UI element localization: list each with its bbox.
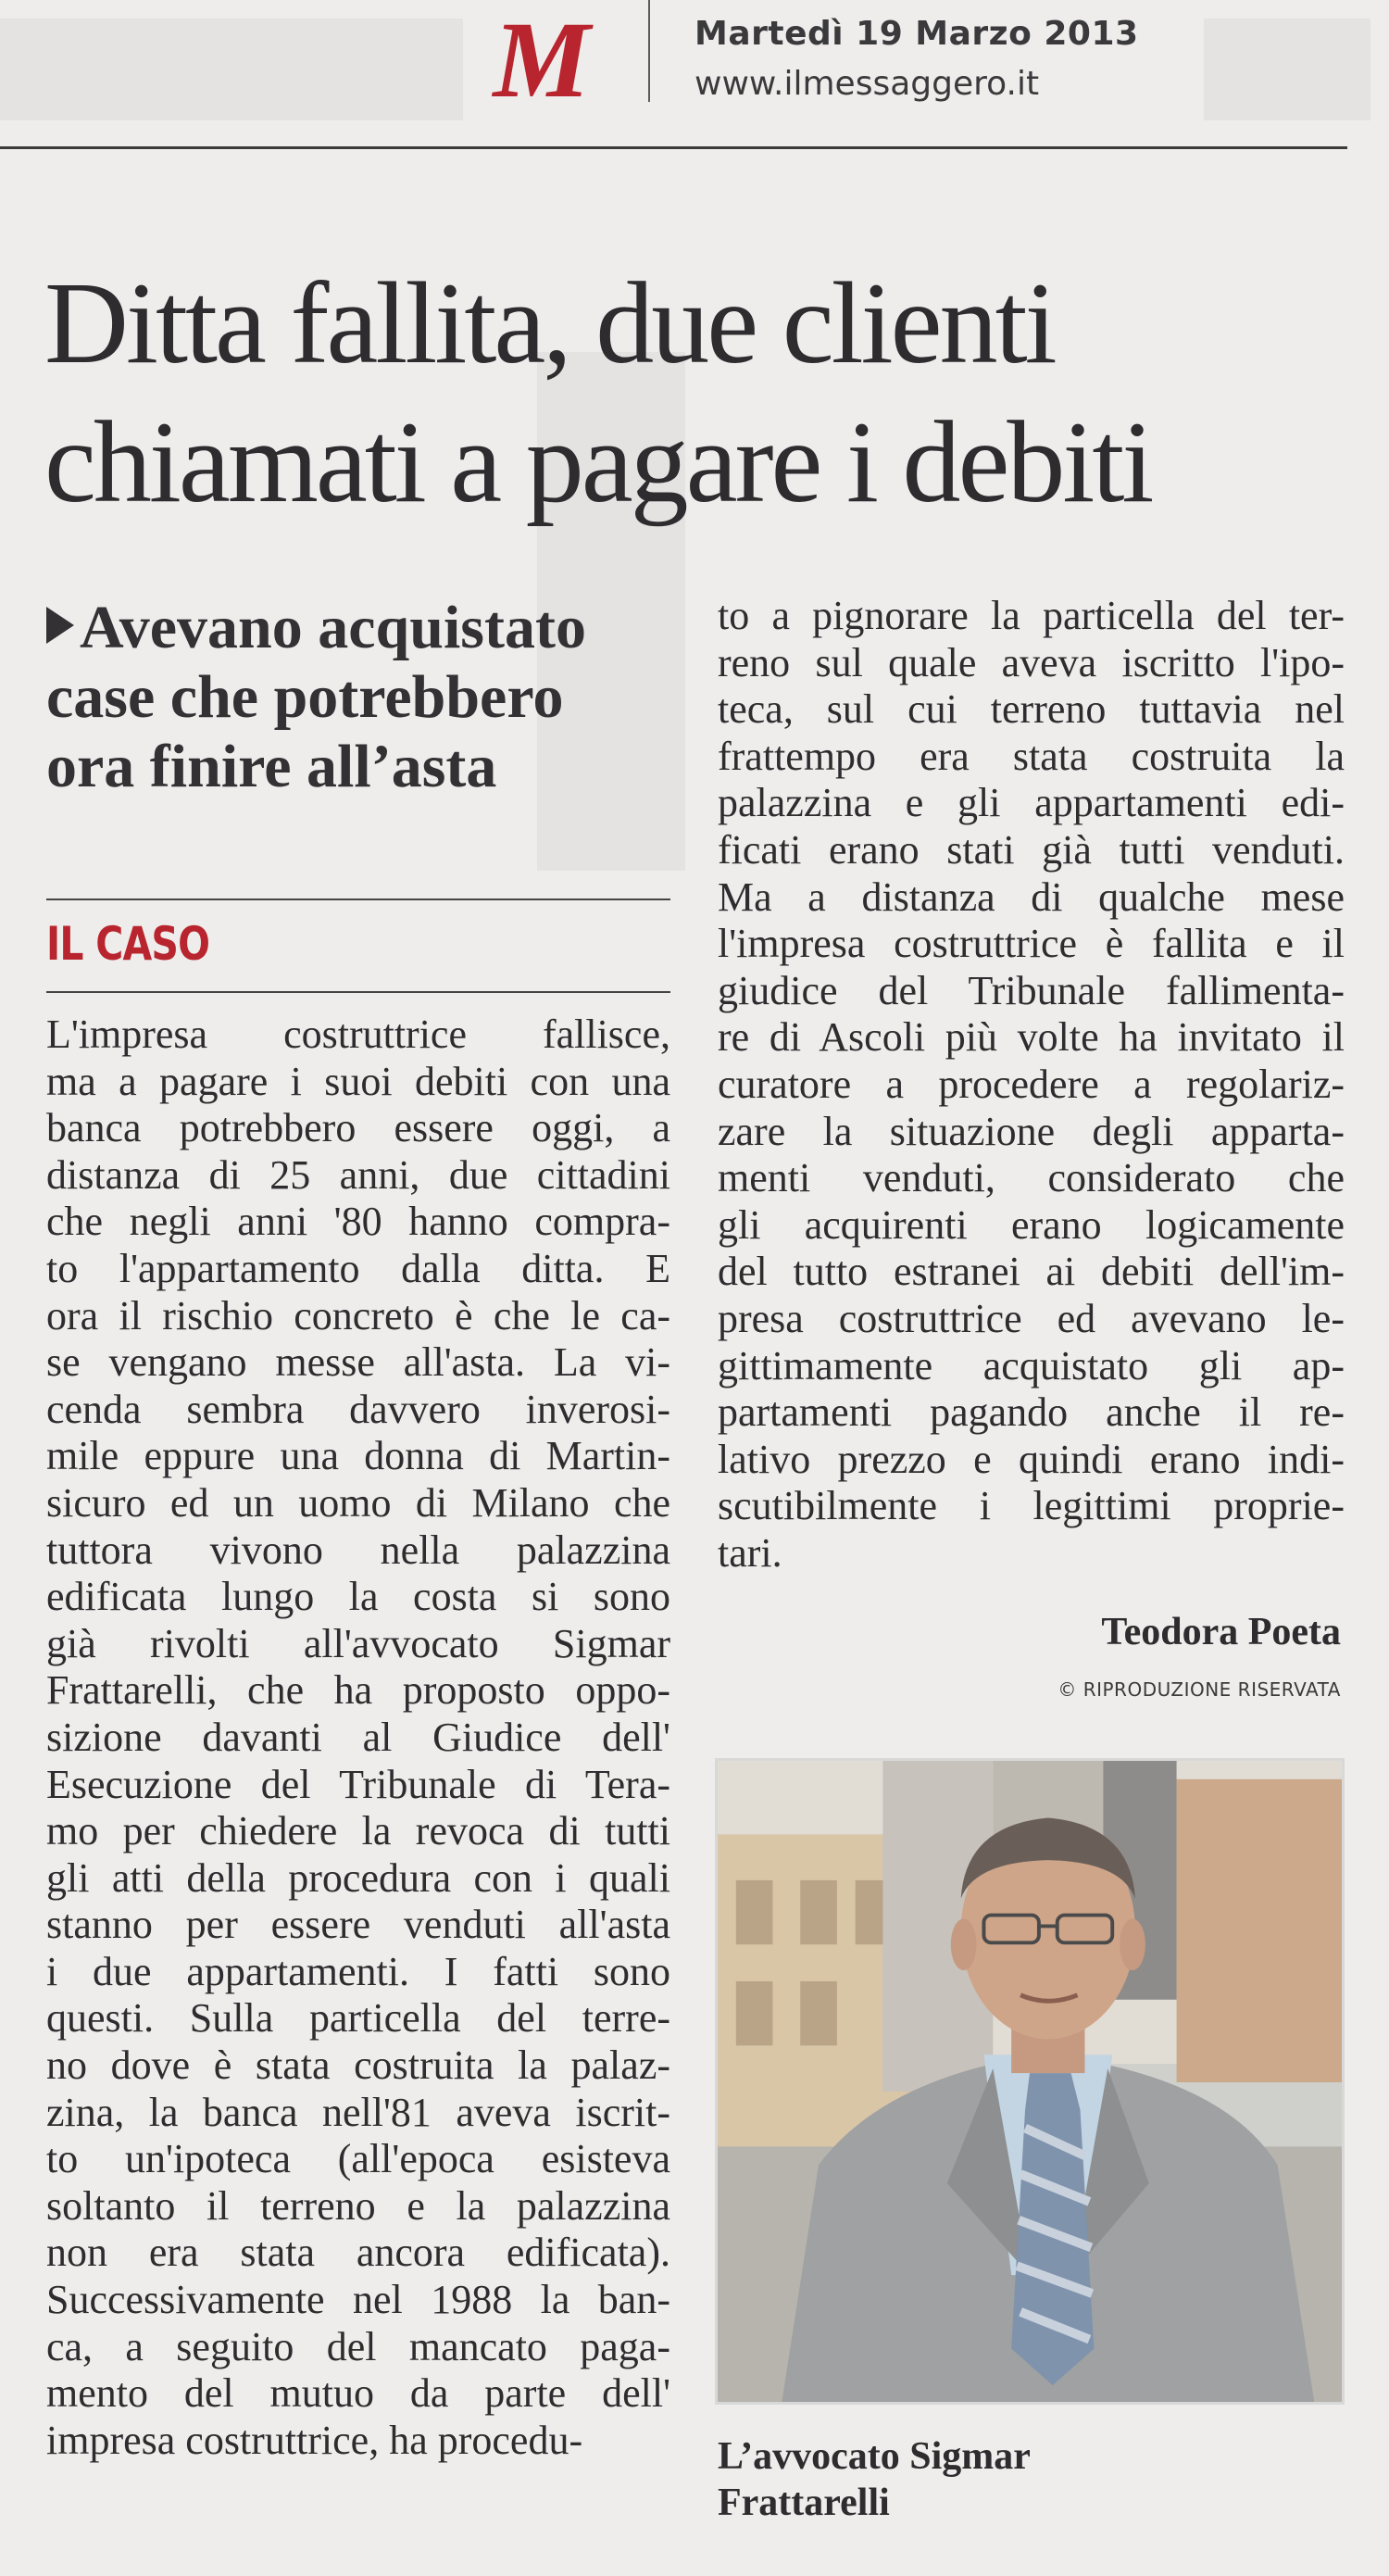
subhead-line: ora finire all’asta (46, 733, 497, 800)
headline-line: Ditta fallita, due clienti (44, 259, 1055, 388)
body-text-line: no dove è stata costruita la palaz- (46, 2042, 670, 2089)
body-text-line: teca, sul cui terreno tuttavia nel (718, 686, 1345, 733)
body-text-line: tari. (718, 1529, 782, 1576)
body-text-line: edificata lungo la costa si sono (46, 1574, 670, 1620)
author-byline: Teodora Poeta (1101, 1611, 1341, 1653)
body-text-line: stanno per essere venduti all'asta (46, 1902, 670, 1948)
photo-caption (718, 2433, 1347, 2526)
body-text-line: cenda sembra davvero inverosi- (46, 1386, 670, 1432)
body-text-line: non era stata ancora edificata). (46, 2230, 670, 2276)
body-text-line: banca potrebbero essere oggi, a (46, 1105, 670, 1151)
body-text-line: ficati erano stati già tutti venduti. (718, 826, 1345, 873)
subhead-line: case che potrebbero (46, 663, 564, 731)
body-text-line: distanza di 25 anni, due cittadini (46, 1151, 670, 1198)
body-text-line: Ma a distanza di qualche mese (718, 873, 1345, 920)
body-text-line: to un'ipoteca (all'epoca esisteva (46, 2136, 670, 2182)
section-rule-bottom (46, 991, 670, 993)
body-text-line: se vengano messe all'asta. La vi- (46, 1339, 670, 1386)
triangle-arrow-icon (46, 607, 74, 644)
body-text-line: già rivolti all'avvocato Sigmar (46, 1620, 670, 1666)
body-text-line: tuttora vivono nella palazzina (46, 1527, 670, 1573)
body-text-line: sicuro ed un uomo di Milano che (46, 1479, 670, 1526)
bleed-through-mark (1204, 19, 1370, 120)
body-text-line: palazzina e gli appartamenti edi- (718, 780, 1345, 826)
body-text-line: curatore a procedere a regolariz- (718, 1061, 1345, 1107)
subhead-line: Avevano acquistato (80, 594, 586, 661)
lawyer-photo (715, 1758, 1345, 2405)
body-text-line: scutibilmente i legittimi proprie- (718, 1483, 1345, 1529)
body-text-line: ora il rischio concreto è che le ca- (46, 1292, 670, 1338)
headline (44, 255, 1359, 533)
il-messaggero-logo (482, 6, 602, 115)
body-text-line: menti venduti, considerato che (718, 1155, 1345, 1201)
headline-line: chiamati a pagare i debiti (44, 398, 1152, 527)
photo-illustration (718, 1761, 1342, 2402)
body-text-line: partamenti pagando anche il re- (718, 1389, 1345, 1436)
section-label: IL CASO (46, 917, 210, 971)
subheadline (46, 593, 694, 801)
body-text-line: sizione davanti al Giudice dell' (46, 1714, 670, 1760)
body-text-line: frattempo era stata costruita la (718, 733, 1345, 779)
body-text-line: impresa costruttrice, ha procedu- (46, 2417, 583, 2463)
body-text-line: ca, a seguito del mancato paga- (46, 2323, 670, 2369)
article-column-left (46, 1012, 670, 2464)
body-text-line: l'impresa costruttrice è fallita e il (718, 921, 1345, 967)
copyright-notice: © RIPRODUZIONE RISERVATA (1057, 1678, 1341, 1701)
body-text-line: Successivamente nel 1988 la ban- (46, 2277, 670, 2323)
body-text-line: re di Ascoli più volte ha invitato il (718, 1014, 1345, 1061)
body-text-line: presa costruttrice ed avevano le- (718, 1295, 1345, 1341)
caption-line: Frattarelli (718, 2482, 890, 2524)
website-url: www.ilmessaggero.it (694, 65, 1040, 103)
bleed-through-mark (0, 19, 463, 120)
body-text-line: che negli anni '80 hanno compra- (46, 1199, 670, 1245)
body-text-line: to l'appartamento dalla ditta. E (46, 1245, 670, 1291)
body-text-line: lativo prezzo e quindi erano indi- (718, 1436, 1345, 1482)
article-column-right (718, 593, 1345, 1577)
body-text-line: del tutto estranei ai debiti dell'im- (718, 1249, 1345, 1295)
body-text-line: mo per chiedere la revoca di tutti (46, 1808, 670, 1854)
masthead-rule (0, 146, 1347, 149)
section-rule-top (46, 898, 670, 900)
body-text-line: zina, la banca nell'81 aveva iscrit- (46, 2089, 670, 2135)
logo-letter: M (493, 6, 591, 115)
masthead-separator (648, 0, 650, 102)
body-text-line: reno sul quale aveva iscritto l'ipo- (718, 639, 1345, 685)
body-text-line: gli atti della procedura con i quali (46, 1854, 670, 1901)
body-text-line: to a pignorare la particella del ter- (718, 593, 1345, 638)
body-text-line: Esecuzione del Tribunale di Tera- (46, 1761, 670, 1807)
body-text-line: zare la situazione degli apparta- (718, 1108, 1345, 1154)
body-text-line: Frattarelli, che ha proposto oppo- (46, 1667, 670, 1714)
body-text-line: gli acquirenti erano logicamente (718, 1201, 1345, 1248)
body-text-line: questi. Sulla particella del terre- (46, 1995, 670, 2042)
body-text-line: L'impresa costruttrice fallisce, (46, 1012, 670, 1057)
body-text-line: mento del mutuo da parte dell' (46, 2370, 670, 2417)
body-text-line: mile eppure una donna di Martin- (46, 1433, 670, 1479)
body-text-line: gittimamente acquistato gli ap- (718, 1342, 1345, 1389)
body-text-line: soltanto il terreno e la palazzina (46, 2182, 670, 2229)
body-text-line: i due appartamenti. I fatti sono (46, 1948, 670, 1994)
body-text-line: giudice del Tribunale fallimenta- (718, 967, 1345, 1013)
caption-line: L’avvocato Sigmar (718, 2435, 1031, 2478)
issue-date: Martedì 19 Marzo 2013 (694, 15, 1139, 53)
body-text-line: ma a pagare i suoi debiti con una (46, 1058, 670, 1104)
